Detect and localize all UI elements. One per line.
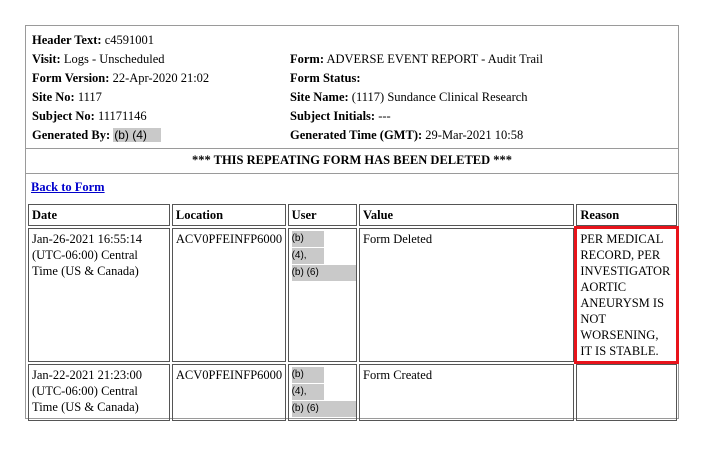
redaction-block: (b) (6): [292, 401, 356, 417]
generated-time-field: Generated Time (GMT): 29-Mar-2021 10:58: [290, 128, 524, 142]
redaction-block: (b) (6): [292, 265, 356, 281]
generated-by-field: Generated By: (b) (4): [32, 128, 161, 143]
header-text-field: Header Text: c4591001: [32, 33, 154, 47]
value-cell: Form Deleted: [359, 228, 574, 362]
form-version-field: Form Version: 22-Apr-2020 21:02: [32, 71, 210, 85]
location-cell: ACV0PFEINFP6000: [172, 228, 286, 362]
redaction-block: (b): [292, 231, 324, 247]
column-header-reason: Reason: [576, 204, 677, 226]
form-status-field: Form Status:: [290, 71, 361, 85]
visit-field: Visit: Logs - Unscheduled: [32, 52, 165, 66]
column-header-user: User: [288, 204, 357, 226]
divider: [26, 148, 678, 149]
site-name-field: Site Name: (1117) Sundance Clinical Research: [290, 90, 528, 104]
date-cell: Jan-26-2021 16:55:14 (UTC-06:00) Central Time (US & Canada): [28, 228, 170, 362]
redaction-block: (b): [292, 367, 324, 383]
subject-initials-field: Subject Initials: ---: [290, 109, 391, 123]
table-row: [28, 228, 677, 362]
user-cell: [288, 228, 357, 362]
location-cell: ACV0PFEINFP6000: [172, 364, 286, 421]
user-cell: [288, 364, 357, 421]
value-cell: Form Created: [359, 364, 574, 421]
back-to-form-link[interactable]: Back to Form: [31, 180, 105, 194]
divider: [26, 173, 678, 174]
reason-cell-highlighted: PER MEDICAL RECORD, PER INVESTIGATOR AORTIC ANEURYSM IS NOT WORSENING, IT IS STABLE.: [576, 228, 677, 362]
column-header-date: Date: [28, 204, 170, 226]
reason-cell: [576, 364, 677, 421]
date-cell: Jan-22-2021 21:23:00 (UTC-06:00) Central Time (US & Canada): [28, 364, 170, 421]
table-row: [28, 364, 677, 421]
redaction-block: (4),: [292, 248, 324, 264]
table-header-row: [28, 204, 677, 226]
redaction-block: (b) (4): [113, 128, 161, 142]
form-field: Form: ADVERSE EVENT REPORT - Audit Trail: [290, 52, 543, 66]
site-no-field: Site No: 1117: [32, 90, 102, 104]
audit-trail-table: [26, 202, 679, 423]
column-header-location: Location: [172, 204, 286, 226]
subject-no-field: Subject No: 11171146: [32, 109, 147, 123]
deleted-banner: *** THIS REPEATING FORM HAS BEEN DELETED ***: [191, 153, 513, 167]
column-header-value: Value: [359, 204, 574, 226]
redaction-block: (4),: [292, 384, 324, 400]
